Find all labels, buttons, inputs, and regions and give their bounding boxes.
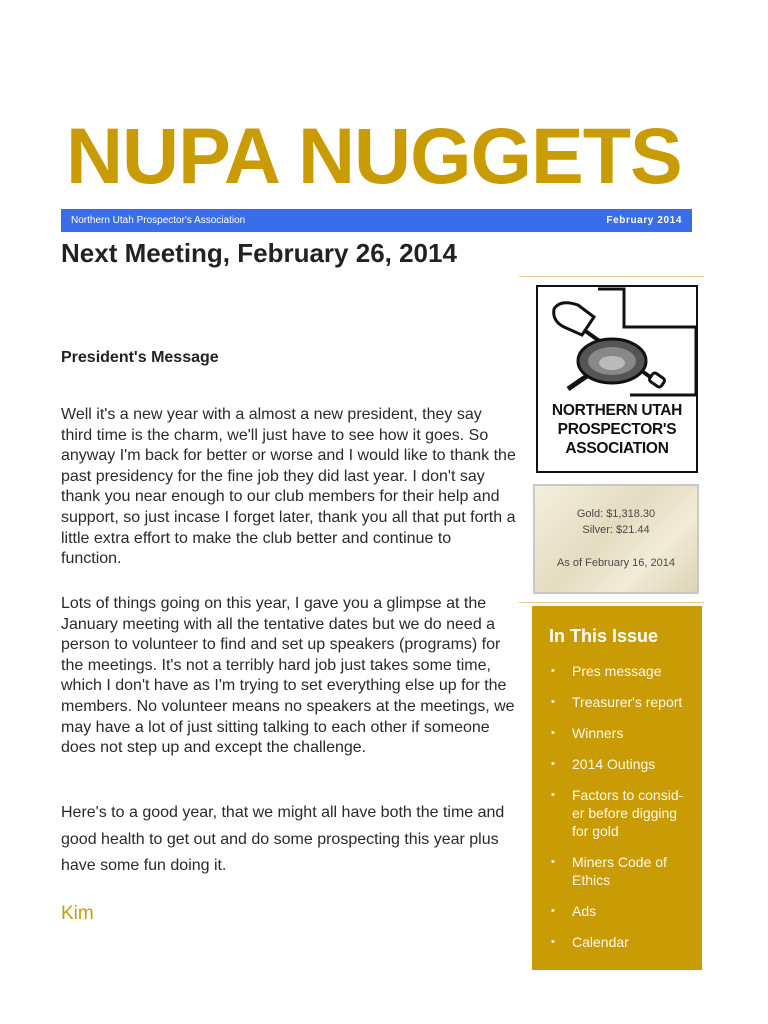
message-paragraph: Lots of things going on this year, I gave you a glimpse at the January meeting with all the tentative dates but we do need a person to volunteer to find and set up speakers (programs) for the meetings. It's not a terribly hard job just takes some time, which I don't have as I'm trying to set everything else up for the members. No volunteer means no speakers at the meetings, we may have a lot of just sitting talking to each other if someone does not step up and except the challenge. <box>61 595 515 757</box>
signature: Kim <box>61 903 94 924</box>
list-item: • Pres message <box>551 663 662 679</box>
gold-price: Gold: $1,318.30 <box>576 508 656 520</box>
bullet-icon: • <box>551 936 555 948</box>
bullet-icon: • <box>551 727 555 739</box>
sidebar-divider <box>519 276 704 277</box>
bullet-icon: • <box>551 856 555 868</box>
logo-text: NORTHERN UTAH PROSPECTOR'S ASSOCIATION <box>551 402 683 457</box>
bullet-icon: • <box>551 905 555 917</box>
header-banner <box>61 209 692 232</box>
list-item: • Factors to consid-er before digging for gold <box>551 787 684 839</box>
list-item: • Miners Code of Ethics <box>551 854 667 888</box>
message-paragraph: Well it's a new year with a almost a new president, they say third time is the charm, we'll just have to see how it goes. So anyway I'm back for better or worse and I would like to thank the past presidency for the fine job they did last year. I don't say thank you near enough to our club members for their help and support, so just incase I forget later, thank you all that put forth a little extra effort to make the club better and continue to function. <box>61 406 516 568</box>
prices-as-of-date: As of February 16, 2014 <box>556 557 675 569</box>
list-item: • Winners <box>551 725 624 741</box>
bullet-icon: • <box>551 665 555 677</box>
organization-name: Northern Utah Prospector's Association <box>71 215 246 226</box>
presidents-message-heading: President's Message <box>61 349 219 366</box>
metal-prices-box <box>533 484 699 594</box>
bullet-icon: • <box>551 696 555 708</box>
bullet-icon: • <box>551 758 555 770</box>
list-item: • 2014 Outings <box>551 756 656 772</box>
list-item: • Calendar <box>551 934 629 950</box>
message-paragraph: Here's to a good year, that we might all have both the time and good health to get out and do some prospecting this year plus have some fun doing it. <box>61 804 505 874</box>
sidebar-divider <box>519 602 704 603</box>
bullet-icon: • <box>551 789 555 801</box>
in-this-issue-box <box>532 606 702 970</box>
newsletter-title: NUPA NUGGETS <box>66 111 682 200</box>
issue-list <box>532 662 702 964</box>
list-item: • Ads <box>551 903 597 919</box>
next-meeting-headline: Next Meeting, February 26, 2014 <box>61 238 457 268</box>
association-logo <box>536 285 698 473</box>
list-item: • Treasurer's report <box>551 694 683 710</box>
issue-date: February 2014 <box>606 215 682 226</box>
in-this-issue-title: In This Issue <box>549 626 659 646</box>
silver-price: Silver: $21.44 <box>582 524 650 536</box>
